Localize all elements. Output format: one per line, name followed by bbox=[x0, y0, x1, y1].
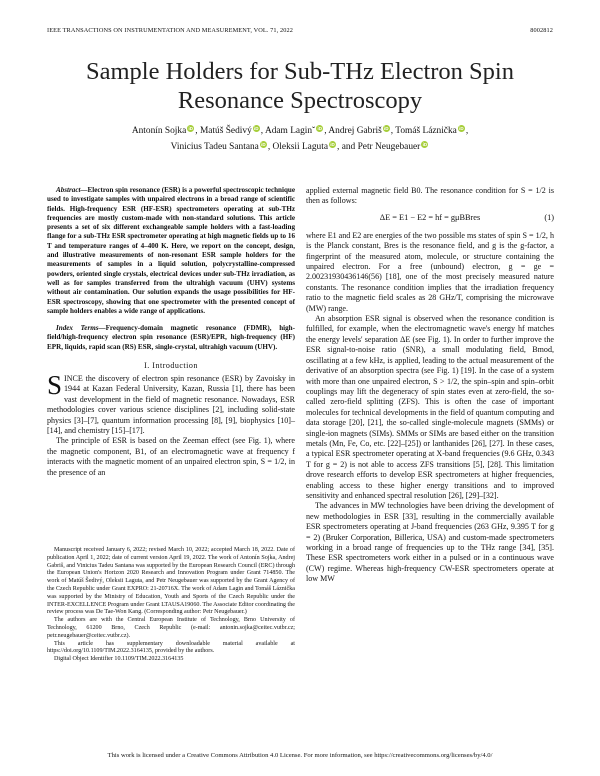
author-name: Matúš Šedivý bbox=[199, 126, 252, 136]
author-name: and Petr Neugebauer bbox=[341, 142, 421, 152]
abstract-label: Abstract— bbox=[56, 186, 88, 194]
section-heading: I. Introduction bbox=[144, 361, 198, 371]
author-name: Adam Laginˇ bbox=[264, 126, 316, 136]
journal-name: IEEE TRANSACTIONS ON INSTRUMENTATION AND MEASUREMENT, VOL. 71, 2022 bbox=[47, 27, 293, 34]
footnote bbox=[47, 547, 295, 664]
orcid-icon[interactable]: iD bbox=[459, 126, 464, 131]
author-name: Antonín Sojka bbox=[131, 126, 187, 136]
index-terms bbox=[47, 324, 295, 352]
paragraph-absorption: An absorption ESR signal is observed when the resonance condition is fulfilled, for example, when the electromagnetic wave's energy hf matches the energy levels' separation ΔE (see Fig. 1). In order to further improve the ESR signal-to-noise ratio (SNR), a small modulating field, Bmod, oscillating at a few kHz, is applied, leading to the actual measurement of the derivative of an absorption spectra (see Fig. 1) [19]. In the case of a system with more than one unpaired electron, S > 1/2, the spin–spin and spin–orbit couplings may lift the degeneracy of spin states even at zero-field, the so-called zero-field splitting (ZFS). This is often the case of important molecules for technical developments in the field of quantum computing and data storage [20], [21], the so-called single-molecule magnets (SMMs) or single-ion magnets (SIMs). SMMs or SIMs are based either on the transition metals (Mn, Fe, Co, etc. [22]–[25]) or lanthanides [26], [27]. In these cases, a typical ESR spectrometer operating at X-band frequencies (9.6 GHz, 0.343 T for g = 2) is not able to access ZFS transitions [5], [28]. This limitation drove research efforts to develop ESR spectrometers at higher frequencies, enabling access to these higher energy transitions and to improved sensitivity and enhanced spectral resolution [26], [29]–[32]. bbox=[306, 314, 554, 500]
orcid-icon[interactable]: iD bbox=[317, 126, 322, 131]
orcid-icon[interactable]: iD bbox=[330, 142, 335, 147]
left-column bbox=[47, 186, 295, 478]
intro-paragraph-1 bbox=[47, 370, 295, 436]
resonance-intro: applied external magnetic field B0. The resonance condition for S = 1/2 is then as follows: bbox=[306, 186, 554, 206]
footnote-affiliation: The authors are with the Central European Institute of Technology, Brno University of Technology, 61200 Brno, Czech Republic (e-mail: antonin.sojka@ceitec.vutbr.cz; petr.neugebauer@ceitec.vutbr.cz). bbox=[47, 617, 295, 639]
license-footer: This work is licensed under a Creative Commons Attribution 4.0 License. For more information, see https://creativecommons.org/licenses/by/4.0/ bbox=[107, 752, 493, 759]
equation-formula: ΔE = E1 − E2 = hf = gμBBres bbox=[379, 212, 481, 222]
author-list bbox=[60, 123, 540, 155]
author-name: Tomáš Láznička bbox=[395, 126, 457, 136]
author-name: Oleksii Laguta bbox=[272, 142, 328, 152]
abstract bbox=[47, 186, 295, 316]
index-terms-text: Frequency-domain magnetic resonance (FDMR), high-field/high-frequency electron spin resonance (ESR)/EPR, high-frequency (HF) EPR, liquids, rapid scan (RS) ESR, single-crystal, ultrahigh vacuum (UHV). bbox=[47, 324, 295, 351]
footnote-doi: Digital Object Identifier 10.1109/TIM.2022.3164135 bbox=[54, 656, 184, 663]
abstract-text: Electron spin resonance (ESR) is a powerful spectroscopic technique used to investigate samples with unpaired electrons in a broad range of scientific fields. High-frequency ESR (HF-ESR) spectrometers operating at sub-THz frequencies are mostly custom-made with non-standard solutions. This article presents a set of six different exchangeable sample holders with a fast-loading flange for a sub-THz ESR spectrometer operating at high magnetic fields up to 16 T and temperature ranges of 4–400 K. Here, we report on the concept, design, and illustrative measurements of non-resonant ESR sample holders for the measurements of samples in a liquid solution, polycrystalline-compressed powders, oriented single crystals, electrical devices under sub-THz irradiation, as well as for samples transferred from the ultrahigh vacuum (UHV) systems without air contamination. Our solution expands the usage possibilities for HF-ESR spectroscopy, showing that one spectrometer with the presented concept of sample holders enables a wide range of applications. bbox=[47, 186, 295, 315]
paper-title: Sample Holders for Sub-THz Electron Spin Resonance Spectroscopy bbox=[86, 58, 514, 114]
orcid-icon[interactable]: iD bbox=[383, 126, 389, 131]
author-line-1: Antonín Sojka iD , Matúš Šedivý iD , Adam Laginˇ iD , Andrej Gabriš iD , Tomáš Láznička iD , bbox=[131, 126, 469, 136]
running-header bbox=[47, 27, 553, 37]
paragraph-after-equation: where E1 and E2 are energies of the two possible ms states of spin S = 1/2, h is the Planck constant, Bres is the resonance field, and g is the g-factor, a fingerprint of the measured atom, molecule, or structure containing the unpaired electron. For a free (unbound) electron, g = ge = 2.00231930436146(56) [18], one of the most precisely measured nature constants. The resonance condition implies that the irradiation frequency ratio to the magnetic field scales as 28 GHz/T, comprising the microwave (MW) range. bbox=[306, 230, 554, 313]
author-name: Vinicius Tadeu Santana bbox=[170, 142, 259, 152]
footnote-supplementary: This article has supplementary downloadable material available at https://doi.org/10.1109/TIM.2022.3164135, provided by the authors. bbox=[47, 640, 295, 655]
author-line-2: Vinicius Tadeu Santana iD , Oleksii Laguta iD , and Petr Neugebauer iD bbox=[170, 142, 428, 152]
equation-number: (1) bbox=[544, 212, 554, 222]
intro-text-1: INCE the discovery of electron spin resonance (ESR) by Zavoisky in 1944 at Kazan Federal University, Kazan, Russia [1], there has been vast development in the field of magnetic resonance. Nowadays, ESR methodologies cover various science disciplines [2], including solid-state physics [3]–[7], quantum information processing [8], [9], biophysics [10]–[14], and chemistry [15]–[17]. bbox=[47, 374, 295, 436]
author-name: Andrej Gabriš bbox=[328, 126, 382, 136]
paragraph-mw-advances: The advances in MW technologies have been driving the development of new methodologies in ESR [33], resulting in the commercially available ESR spectrometers operating at J-band frequencies (263 GHz, 9.395 T for g = 2) (Bruker Corporation, Billerica, USA) and custom-made spectrometers working in a broad range of frequencies up to the THz range [34], [35]. These ESR spectrometers work either in a pulsed or in a continuous wave (CW) regime. Whereas high-frequency CW-ESR spectrometers operate at low MW bbox=[306, 501, 554, 584]
intro-paragraph-2: The principle of ESR is based on the Zeeman effect (see Fig. 1), where the magnetic component, B1, of an electromagnetic wave at frequency f interacts with the magnetic moment of an unpaired electron spin, S = 1/2, in the presence of an bbox=[47, 436, 295, 477]
orcid-icon[interactable]: iD bbox=[254, 126, 259, 131]
orcid-icon[interactable]: iD bbox=[188, 126, 193, 131]
orcid-icon[interactable]: iD bbox=[422, 142, 428, 147]
footnote-manuscript: Manuscript received January 6, 2022; revised March 10, 2022; accepted March 18, 2022. Date of publication April 1, 2022; date of current version April 19, 2022. The work of Antonín Sojka, Andrej Gabriš, and Vinicius Tadeu Santana was supported by the European Research Council (ERC) through the European Union's Horizon 2020 Research and Innovation Program under Grant 714850. The work of Matúš Šedivý, Oleksii Laguta, and Petr Neugebauer was supported by the Grant Agency of the Czech Republic under Grant EXPRO: 21-20716X. The work of Adam Lagin and Tomáš Láznička was supported by the Ministry of Education, Youth and Sports of the Czech Republic under the INTER-EXCELLENCE Program under Grant LTAUSA19060. The Associate Editor coordinating the review process was De Tae-Won Kang. (Corresponding author: Petr Neugebauer.) bbox=[47, 547, 295, 616]
index-terms-label: Index Terms— bbox=[56, 324, 106, 333]
right-column bbox=[306, 186, 554, 585]
article-number: 8002812 bbox=[530, 27, 553, 34]
orcid-icon[interactable]: iD bbox=[261, 142, 266, 147]
equation-1 bbox=[306, 212, 554, 226]
drop-cap: S bbox=[47, 370, 63, 401]
